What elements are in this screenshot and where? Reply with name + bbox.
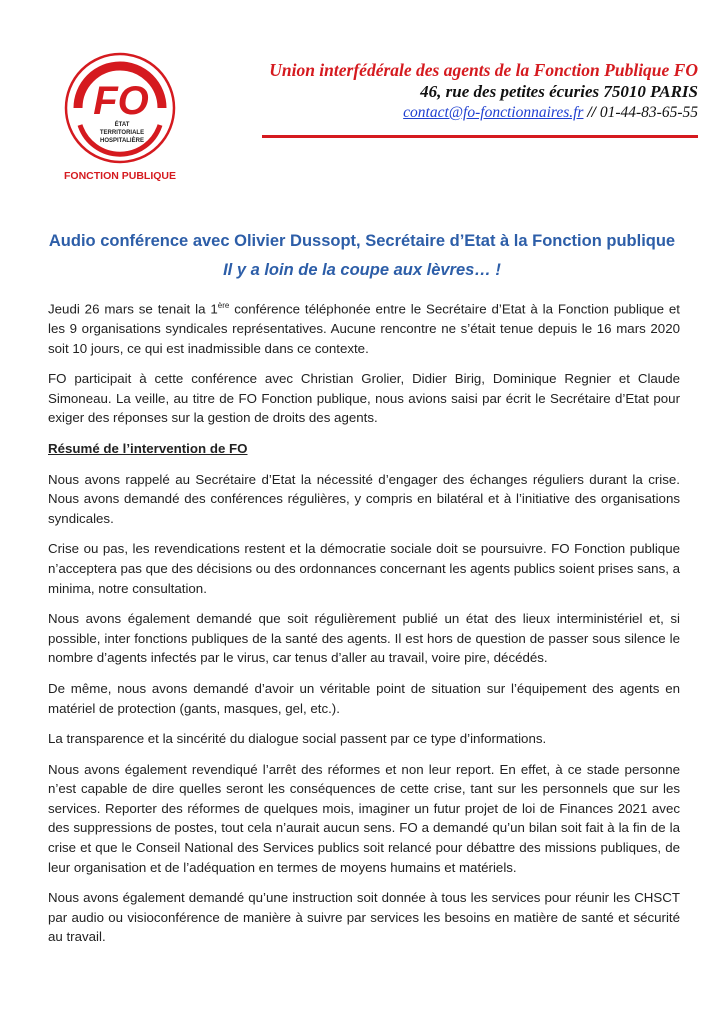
document-body (48, 296, 680, 958)
logo-letters: FO (93, 79, 149, 123)
paragraph-8: Nous avons également revendiqué l’arrêt des réformes et non leur report. En effet, à ce stade personne n’est capable de dire quelles seront les conséquences de cette crise, tant sur les personnels que sur les services. Reporter des réformes de quelques mois, imaginer un futur projet de loi de Finances 2021 avec des suppressions de postes, tout cela n’aurait aucun sens. FO a demandé qu’un bilan soit fait à la fin de la crise et que le Conseil National des Services publics soit relancé pour débattre des missions publiques, de leur organisation et de l’adéquation en termes de moyens humains et matériels. (48, 761, 680, 875)
paragraph-5: Nous avons également demandé que soit régulièrement publié un état des lieux interministériel et, si possible, inter fonctions publiques de la santé des agents. Il est hors de question de passer sous silence le nombre d’agents infectés par le virus, car tenus d’aller au travail, voire pire, décédés. (48, 611, 680, 666)
logo-line-territoriale: TERRITORIALE (99, 130, 145, 136)
paragraph-2: FO participait à cette conférence avec Christian Grolier, Didier Birig, Dominique Regnier et Claude Simoneau. La veille, au titre de FO Fonction publique, nous avions saisi par écrit le Secrétaire d’Etat pour exiger des réponses sur la gestion de droits des agents. (48, 371, 680, 426)
contact-email-link[interactable]: contact@fo-fonctionnaires.fr (403, 104, 584, 121)
ordinal-superscript: ère (217, 301, 230, 310)
fo-logo (58, 50, 182, 188)
section-heading: Résumé de l’intervention de FO (48, 440, 248, 456)
contact-line (269, 102, 698, 124)
document-title: Audio conférence avec Olivier Dussopt, Secrétaire d’Etat à la Fonction publique (48, 232, 676, 250)
paragraph-1-rest: conférence téléphonée entre le Secrétaire d’Etat à la Fonction publique et les 9 organisations syndicales représentatives. Aucune rencontre ne s’était tenue depuis le 16 mars 2020 soit 10 jours, ce qui est inadmissible dans ce contexte. (48, 301, 681, 356)
contact-phone: 01-44-83-65-55 (599, 104, 698, 121)
logo-caption: FONCTION PUBLIQUE (64, 170, 176, 182)
document-subtitle: Il y a loin de la coupe aux lèvres… ! (223, 261, 501, 279)
paragraph-9: Nous avons également demandé qu’une instruction soit donnée à tous les services pour réunir les CHSCT par audio ou visioconférence de manière à suivre par services les besoins en matière de santé et sécurité au travail. (48, 890, 680, 945)
paragraph-1-start: Jeudi 26 mars se tenait la 1 (48, 301, 218, 317)
logo-line-etat: ÉTAT (114, 122, 130, 128)
paragraph-3: Nous avons rappelé au Secrétaire d’Etat la nécessité d’engager des échanges réguliers durant la crise. Nous avons demandé des conférences régulières, y compris en bilatéral et à l’initiative des organisations syndicales. (48, 471, 680, 526)
header-divider (262, 135, 698, 138)
paragraph-7: La transparence et la sincérité du dialogue social passent par ce type d’informations. (48, 731, 547, 747)
logo-line-hospitaliere: HOSPITALIÈRE (100, 138, 144, 144)
organization-name: Union interfédérale des agents de la Fonction Publique FO (269, 60, 698, 80)
paragraph-1 (48, 296, 680, 358)
contact-separator: // (587, 104, 596, 121)
paragraph-4: Crise ou pas, les revendications restent et la démocratie sociale doit se poursuivre. FO Fonction publique n’acceptera pas que des décisions ou des ordonnances concernant les agents publics soient prises sans, a minima, notre consultation. (48, 541, 680, 596)
letterhead (269, 60, 698, 124)
paragraph-6: De même, nous avons demandé d’avoir un véritable point de situation sur l’équipement des agents en matériel de protection (gants, masques, gel, etc.). (48, 680, 680, 716)
organization-address: 46, rue des petites écuries 75010 PARIS (420, 82, 698, 101)
